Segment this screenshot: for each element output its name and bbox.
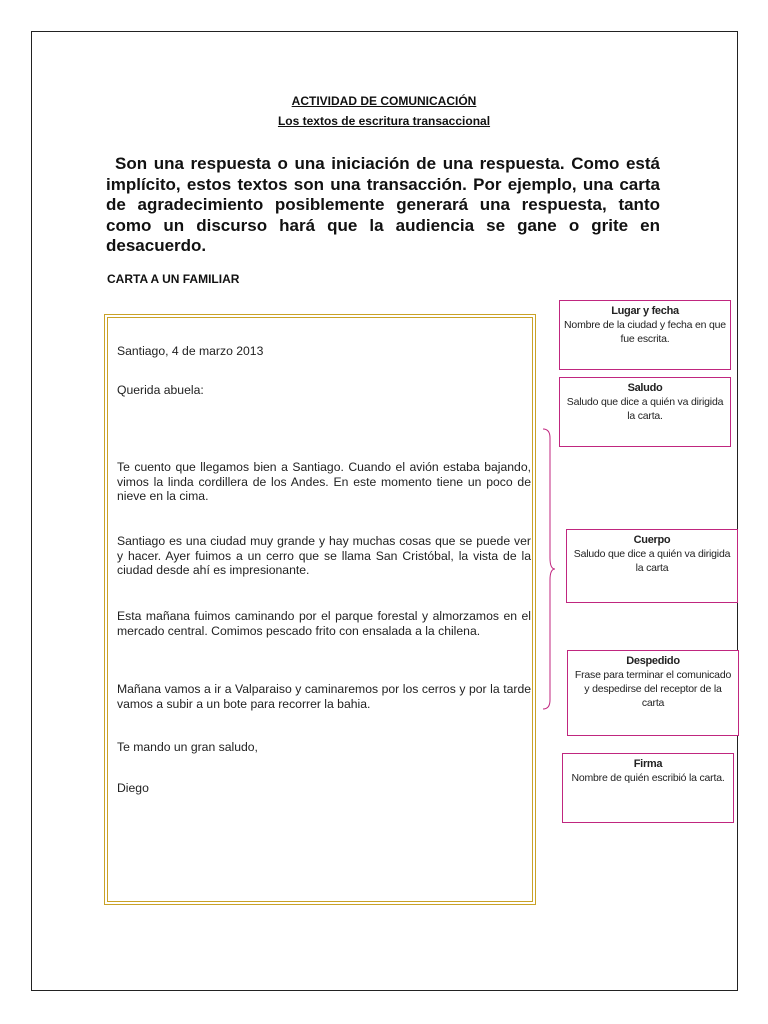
note-despedido	[567, 650, 739, 736]
letter-box	[104, 314, 536, 905]
note-text: Saludo que dice a quién va dirigida la carta	[573, 548, 731, 574]
note-saludo	[559, 377, 731, 447]
section-title: CARTA A UN FAMILIAR	[107, 272, 240, 286]
letter-body-paragraph: Te cuento que llegamos bien a Santiago. Cuando el avión estaba bajando, vimos la linda cordillera de los Andes. En este momento tiene un poco de nieve en la cima.	[117, 460, 531, 503]
note-title: Saludo	[627, 382, 663, 394]
note-title: Lugar y fecha	[611, 305, 679, 317]
intro-text: Son una respuesta o una iniciación de una respuesta. Como está implícito, estos textos son una transacción. Por ejemplo, una carta de agradecimiento posiblemente generará una respuesta, tanto como un discurso hará que la audiencia se gane o grite en desacuerdo.	[106, 154, 660, 255]
note-lugar-fecha	[559, 300, 731, 370]
letter-body-paragraph: Esta mañana fuimos caminando por el parque forestal y almorzamos en el mercado central. Comimos pescado frito con ensalada a la chilena.	[117, 609, 531, 638]
activity-subtitle: Los textos de escritura transaccional	[277, 114, 491, 128]
note-cuerpo	[566, 529, 738, 603]
letter-signature: Diego	[117, 781, 149, 795]
body-brace	[540, 428, 556, 710]
activity-title: ACTIVIDAD DE COMUNICACIÓN	[291, 94, 477, 108]
letter-body-paragraph: Mañana vamos a ir a Valparaiso y caminaremos por los cerros y por la tarde vamos a subir a un bote para recorrer la bahia.	[117, 682, 531, 711]
intro-paragraph	[106, 154, 660, 257]
note-title: Cuerpo	[633, 534, 671, 546]
note-text: Frase para terminar el comunicado y despedirse del receptor de la carta	[574, 669, 732, 709]
note-text: Nombre de la ciudad y fecha en que fue escrita.	[564, 319, 726, 345]
letter-closing: Te mando un gran saludo,	[117, 740, 258, 754]
note-text: Saludo que dice a quién va dirigida la carta.	[566, 396, 724, 422]
note-firma	[562, 753, 734, 823]
letter-body-paragraph: Santiago es una ciudad muy grande y hay muchas cosas que se puede ver y hacer. Ayer fuimos a un cerro que se llama San Cristóbal, la vista de la ciudad desde ahí es impresionante.	[117, 534, 531, 577]
note-text: Nombre de quién escribió la carta.	[571, 772, 725, 784]
letter-place-date: Santiago, 4 de marzo 2013	[117, 344, 264, 358]
letter-greeting: Querida abuela:	[117, 383, 204, 397]
note-title: Firma	[633, 758, 663, 770]
note-title: Despedido	[626, 655, 680, 667]
